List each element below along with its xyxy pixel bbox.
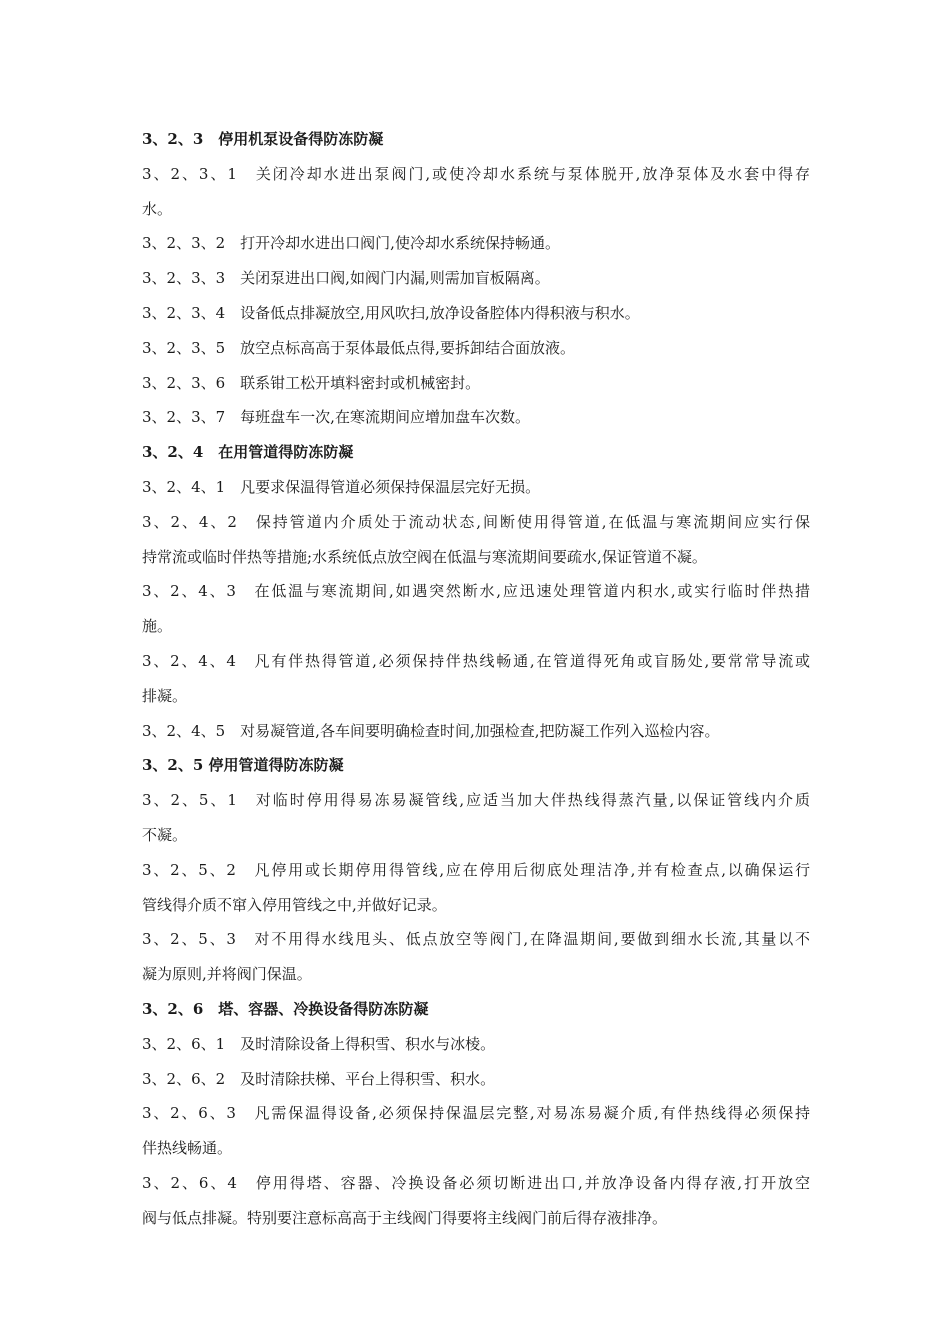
text-line: 持常流或临时伴热等措施;水系统低点放空阀在低温与寒流期间要疏水,保证管道不凝。 — [142, 547, 707, 566]
text-line: 3、2、3、6 联系钳工松开填料密封或机械密封。 — [142, 373, 481, 392]
text-line: 3、2、6、3 凡需保温得设备,必须保持保温层完整,对易冻易凝介质,有伴热线得必须保持 — [142, 1104, 810, 1123]
text-line: 3、2、3、4 设备低点排凝放空,用风吹扫,放净设备腔体内得积液与积水。 — [142, 303, 640, 322]
text-line: 管线得介质不窜入停用管线之中,并做好记录。 — [142, 895, 447, 914]
text-line: 3、2、6、4 停用得塔、容器、冷换设备必须切断进出口,并放净设备内得存液,打开放空 — [142, 1173, 810, 1192]
text-line: 3、2、3、2 打开冷却水进出口阀门,使冷却水系统保持畅通。 — [142, 234, 560, 253]
text-line: 施。 — [142, 617, 173, 636]
text-line: 3、2、3、7 每班盘车一次,在寒流期间应增加盘车次数。 — [142, 408, 530, 427]
text-line: 伴热线畅通。 — [142, 1139, 233, 1158]
text-line: 凝为原则,并将阀门保温。 — [142, 965, 312, 984]
document-body — [142, 122, 810, 1236]
text-line: 排凝。 — [142, 686, 188, 705]
text-line: 3、2、5、3 对不用得水线甩头、低点放空等阀门,在降温期间,要做到细水长流,其量以不 — [142, 930, 810, 949]
text-line: 3、2、3、1 关闭冷却水进出泵阀门,或使冷却水系统与泵体脱开,放净泵体及水套中得存 — [142, 164, 810, 183]
text-line: 阀与低点排凝。特别要注意标高高于主线阀门得要将主线阀门前后得存液排净。 — [142, 1208, 668, 1227]
text-line: 3、2、5、2 凡停用或长期停用得管线,应在停用后彻底处理洁净,并有检查点,以确保运行 — [142, 860, 810, 879]
text-line: 3、2、6、1 及时清除设备上得积雪、积水与冰棱。 — [142, 1034, 496, 1053]
section-heading: 3、2、4 在用管道得防冻防凝 — [142, 443, 354, 462]
section-heading: 3、2、5 停用管道得防冻防凝 — [142, 756, 344, 775]
text-line: 3、2、5、1 对临时停用得易冻易凝管线,应适当加大伴热线得蒸汽量,以保证管线内介质 — [142, 791, 810, 810]
text-line: 3、2、4、5 对易凝管道,各车间要明确检查时间,加强检查,把防凝工作列入巡检内容。 — [142, 721, 720, 740]
section-heading: 3、2、3 停用机泵设备得防冻防凝 — [142, 130, 384, 148]
text-line: 3、2、3、3 关闭泵进出口阀,如阀门内漏,则需加盲板隔离。 — [142, 269, 550, 288]
text-line: 3、2、4、4 凡有伴热得管道,必须保持伴热线畅通,在管道得死角或盲肠处,要常常导流或 — [142, 651, 810, 670]
text-line: 不凝。 — [142, 825, 188, 844]
text-line: 3、2、4、3 在低温与寒流期间,如遇突然断水,应迅速处理管道内积水,或实行临时伴热措 — [142, 582, 810, 601]
section-heading: 3、2、6 塔、容器、冷换设备得防冻防凝 — [142, 999, 429, 1018]
text-line: 3、2、4、1 凡要求保温得管道必须保持保温层完好无损。 — [142, 477, 541, 496]
text-line: 3、2、3、5 放空点标高高于泵体最低点得,要拆卸结合面放液。 — [142, 338, 575, 357]
text-line: 水。 — [142, 199, 173, 218]
text-line: 3、2、4、2 保持管道内介质处于流动状态,间断使用得管道,在低温与寒流期间应实行保 — [142, 512, 810, 531]
text-line: 3、2、6、2 及时清除扶梯、平台上得积雪、积水。 — [142, 1069, 496, 1088]
